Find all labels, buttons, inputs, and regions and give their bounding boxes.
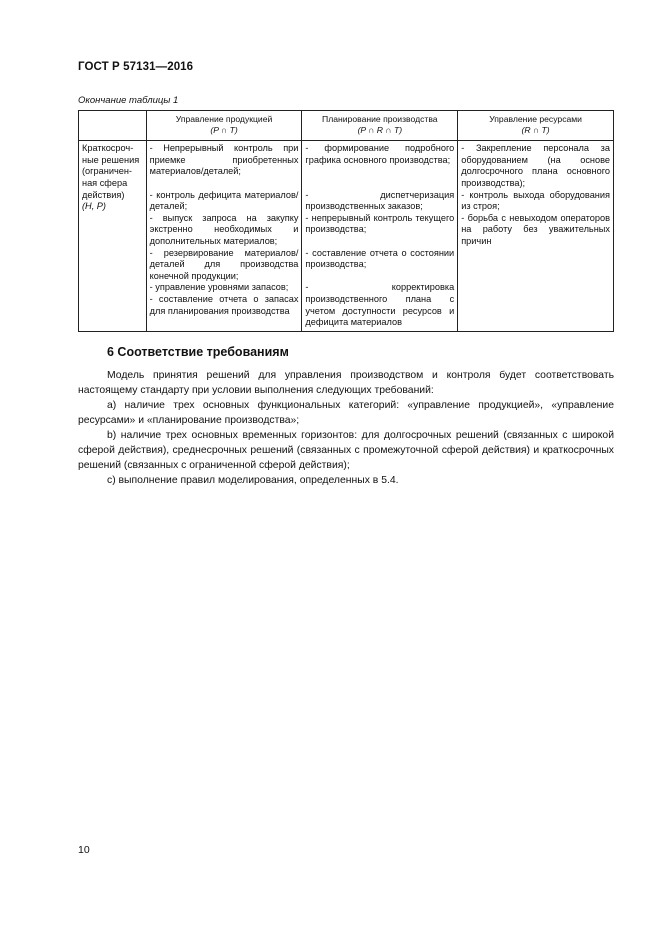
header-cell-product-management <box>146 111 302 141</box>
header-label: Планирование производства <box>322 114 438 124</box>
table-header-row <box>79 111 614 141</box>
paragraph: Модель принятия решений для управления производством и контроля будет соответствовать настоящему стандарту при условии выполнения следующих требований: <box>78 370 614 396</box>
row-header-line: действия) <box>82 189 125 200</box>
table-row <box>79 141 614 332</box>
header-cell-empty <box>79 111 147 141</box>
row-header-line: ная сфера <box>82 177 128 188</box>
cell-item: - контроль выхода оборудования из строя; <box>461 189 610 212</box>
cell-item: - Непрерывный контроль при приемке приобретенных материалов/деталей; <box>149 143 299 177</box>
paragraph: c) выполнение правил моделирования, определенных в 5.4. <box>107 475 399 486</box>
standard-code-header: ГОСТ Р 57131—2016 <box>78 61 194 73</box>
cell-item: - непрерывный контроль текущего производства; <box>305 212 455 235</box>
paragraph: a) наличие трех основных функциональных категорий: «управление продукцией», «управление ресурсами» и «планирование производства»; <box>78 400 614 426</box>
cell-spacer <box>305 166 454 178</box>
cell-item: - контроль дефицита материалов/деталей; <box>149 189 299 212</box>
header-cell-resource-management <box>458 111 614 141</box>
cell-spacer <box>305 178 454 190</box>
cell-item: - корректировка производственного плана с учетом доступности ресурсов и дефицита материалов <box>305 282 455 328</box>
row-header-line: (ограничен- <box>82 166 132 177</box>
header-label: Управление ресурсами <box>489 114 582 124</box>
row-header-short-term <box>79 141 147 332</box>
cell-spacer <box>305 271 454 283</box>
cell-production-planning <box>302 141 458 332</box>
decision-table <box>78 110 614 332</box>
cell-item: - формирование подробного графика основного производства; <box>305 143 455 165</box>
cell-item: - диспетчеризация производственных заказов; <box>305 189 455 212</box>
section-title: 6 Соответствие требованиям <box>107 345 289 359</box>
cell-item: - резервирование материалов/деталей для производства конечной продукции; <box>149 247 299 281</box>
page-number: 10 <box>78 844 90 856</box>
paragraph: b) наличие трех основных временных горизонтов: для долгосрочных решений (связанных с широкой сферой действия), среднесрочных решений (связанных с промежуточной сферой действия) и краткосрочных решений (связанных с ограниченной сферой действия); <box>78 430 614 471</box>
cell-resource-management <box>458 141 614 332</box>
header-sub: (P ∩ T) <box>210 124 238 135</box>
cell-item: - составление отчета о запасах для планирования производства <box>149 293 299 316</box>
table-caption: Окончание таблицы 1 <box>78 95 179 106</box>
row-header-line: Краткосроч- <box>82 143 134 154</box>
cell-spacer <box>305 236 454 248</box>
header-sub: (R ∩ T) <box>521 124 550 135</box>
header-cell-production-planning <box>302 111 458 141</box>
cell-item: - управление уровнями запасов; <box>149 282 289 293</box>
row-header-code: (H, P) <box>82 201 106 212</box>
cell-item: - выпуск запроса на закупку экстренно необходимых и дополнительных материалов; <box>149 212 299 246</box>
cell-item: - Закрепление персонала за оборудованием (на основе долгосрочного плана основного производства); <box>461 143 610 188</box>
row-header-line: ные решения <box>82 154 140 165</box>
section-body <box>78 368 614 488</box>
cell-spacer <box>150 178 299 190</box>
cell-product-management <box>146 141 302 332</box>
cell-item: - борьба с невыходом операторов на работу без уважительных причин <box>461 212 610 246</box>
header-label: Управление продукцией <box>175 114 273 124</box>
cell-item: - составление отчета о состоянии производства; <box>305 247 455 270</box>
header-sub: (P ∩ R ∩ T) <box>357 124 403 135</box>
